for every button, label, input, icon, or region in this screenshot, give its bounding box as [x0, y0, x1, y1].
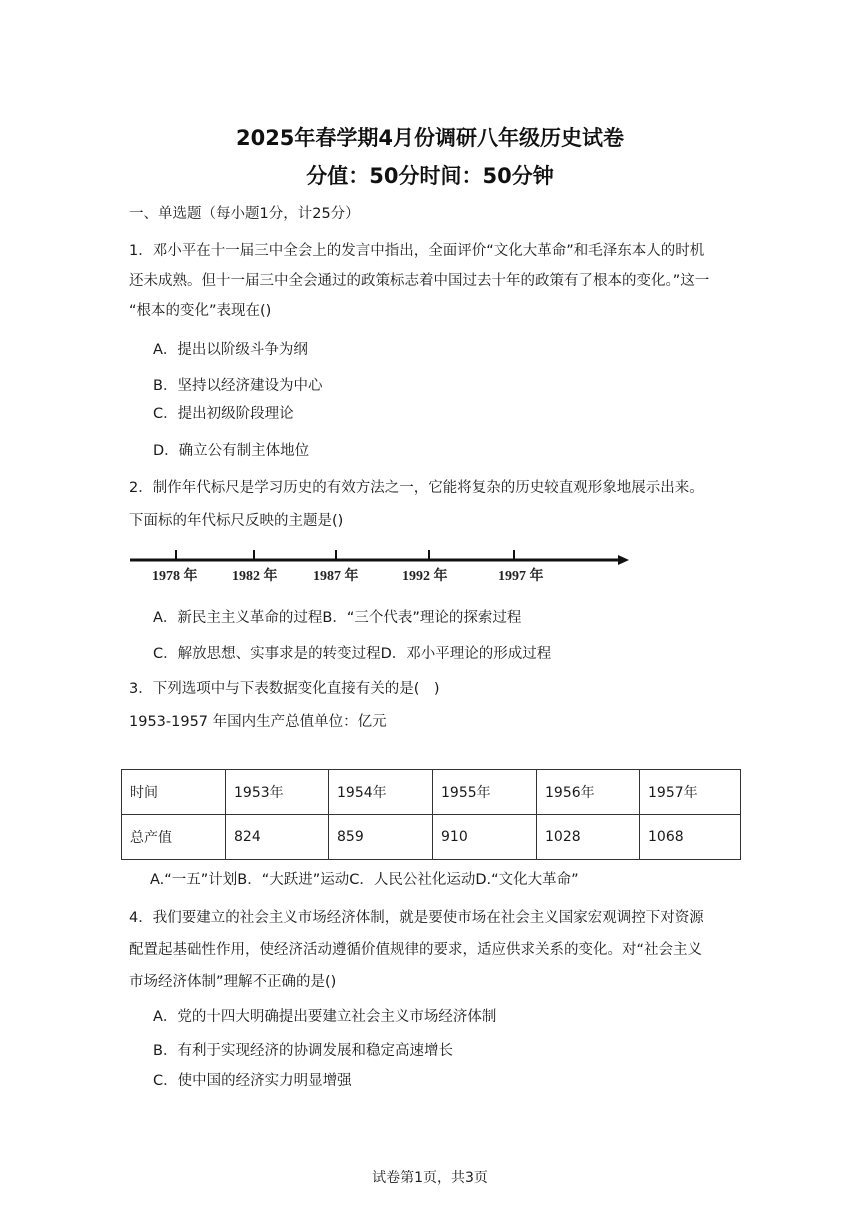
exam-title: 2025年春学期4月份调研八年级历史试卷 [235, 126, 625, 150]
timeline-label-1978: 1978 年 [152, 569, 198, 584]
table-cell: 1953年 [226, 770, 329, 815]
q3-line1: 3．下列选项中与下表数据变化直接有关的是( ) [129, 681, 440, 697]
q4-line3: 市场经济体制”理解不正确的是() [129, 974, 337, 990]
q1-line1: 1．邓小平在十一届三中全会上的发言中指出，全面评价“文化大革命”和毛泽东本人的时机 [129, 243, 705, 259]
gdp-table [121, 769, 741, 860]
table-cell: 1068 [640, 815, 741, 860]
table-cell: 824 [226, 815, 329, 860]
q1-option-a: A．提出以阶级斗争为纲 [153, 342, 308, 358]
q2-options-cd: C．解放思想、实事求是的转变过程D．邓小平理论的形成过程 [153, 646, 552, 662]
table-cell: 1956年 [537, 770, 640, 815]
q1-line3: “根本的变化”表现在() [129, 303, 272, 319]
timeline-label-1992: 1992 年 [402, 569, 448, 584]
table-cell: 总产值 [122, 815, 226, 860]
timeline-arrow-icon [618, 555, 629, 565]
table-header-row [122, 770, 741, 815]
q4-option-c: C．使中国的经济实力明显增强 [153, 1073, 352, 1089]
exam-subtitle: 分值：50分时间：50分钟 [306, 164, 554, 188]
year-timeline-figure [128, 544, 632, 586]
table-cell: 时间 [122, 770, 226, 815]
page-number-footer: 试卷第1页，共3页 [372, 1170, 488, 1186]
q4-line1: 4．我们要建立的社会主义市场经济体制，就是要使市场在社会主义国家宏观调控下对资源 [129, 910, 704, 926]
table-cell: 910 [433, 815, 537, 860]
timeline-label-1982: 1982 年 [232, 569, 278, 584]
section-heading: 一、单选题（每小题1分，计25分） [129, 206, 360, 222]
q2-options-ab: A．新民主主义革命的过程B．“三个代表”理论的探索过程 [153, 610, 522, 626]
table-cell: 1028 [537, 815, 640, 860]
q4-option-b: B．有利于实现经济的协调发展和稳定高速增长 [153, 1043, 453, 1059]
table-cell: 1957年 [640, 770, 741, 815]
q3-options: A.“一五”计划B．“大跃进”运动C．人民公社化运动D.“文化大革命” [150, 872, 579, 888]
table-row [122, 815, 741, 860]
q1-option-d: D．确立公有制主体地位 [153, 443, 310, 459]
q2-line2: 下面标的年代标尺反映的主题是() [129, 513, 344, 529]
q1-option-c: C．提出初级阶段理论 [153, 406, 294, 422]
timeline-label-1997: 1997 年 [498, 569, 544, 584]
q2-line1: 2．制作年代标尺是学习历史的有效方法之一，它能将复杂的历史较直观形象地展示出来。 [129, 480, 704, 496]
q4-line2: 配置起基础性作用，使经济活动遵循价值规律的要求，适应供求关系的变化。对“社会主义 [129, 942, 703, 958]
table-cell: 1954年 [329, 770, 433, 815]
table-cell: 859 [329, 815, 433, 860]
q1-option-b: B．坚持以经济建设为中心 [153, 378, 323, 394]
q3-caption: 1953-1957 年国内生产总值单位：亿元 [129, 714, 387, 730]
q1-line2: 还未成熟。但十一届三中全会通过的政策标志着中国过去十年的政策有了根本的变化。”这一 [129, 273, 710, 289]
table-cell: 1955年 [433, 770, 537, 815]
q4-option-a: A．党的十四大明确提出要建立社会主义市场经济体制 [153, 1009, 497, 1025]
timeline-label-1987: 1987 年 [313, 569, 359, 584]
